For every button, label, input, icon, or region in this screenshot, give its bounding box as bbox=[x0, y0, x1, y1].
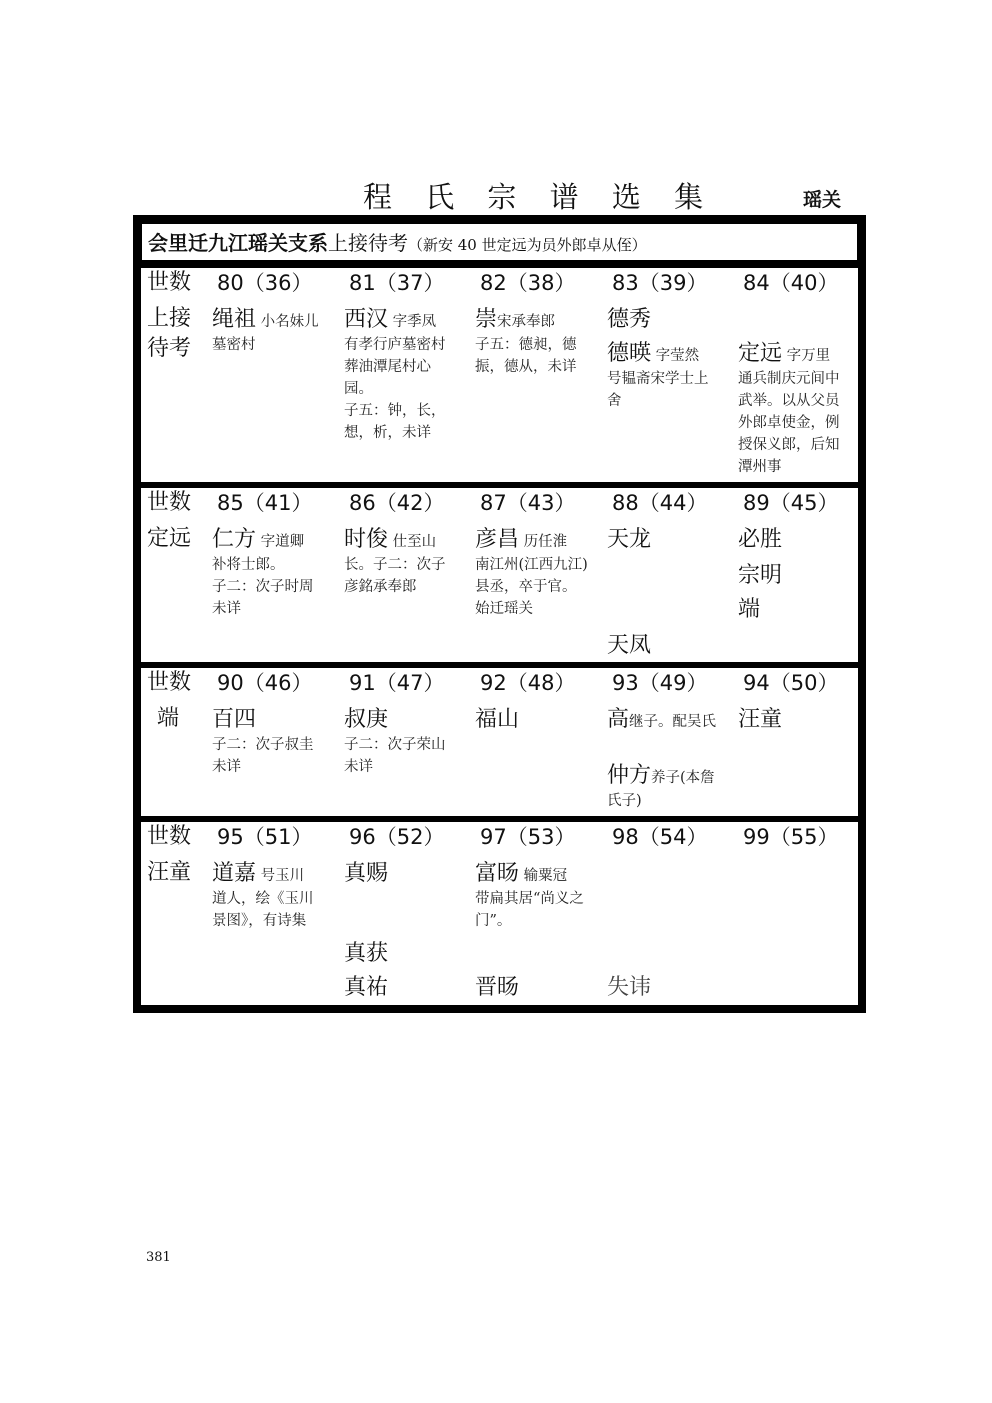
empty-cell bbox=[730, 304, 858, 336]
person-name: 晋旸 bbox=[475, 975, 520, 1000]
gen-header: 87（43） bbox=[467, 488, 597, 522]
person-inline-note: 历任淮 bbox=[523, 534, 568, 550]
label-head: 世数 bbox=[141, 822, 202, 856]
person-name: 叔庚 bbox=[344, 707, 389, 732]
gen-header: 85（41） bbox=[204, 488, 334, 522]
gen-header: 89（45） bbox=[730, 488, 858, 522]
person-inline-note: 号玉川 bbox=[260, 868, 305, 884]
generation-block-3 bbox=[141, 668, 858, 816]
person-name: 宗明 bbox=[738, 563, 783, 588]
person-cell bbox=[730, 524, 858, 558]
person-note: 子二：次子叔圭未详 bbox=[212, 737, 314, 775]
empty-cell bbox=[730, 630, 858, 662]
person-cell bbox=[336, 938, 465, 970]
person-note: 墓密村 bbox=[212, 337, 256, 353]
branch-title: 会里迁九江瑶关支系 bbox=[148, 231, 328, 255]
person-name: 仲方 bbox=[607, 763, 652, 788]
person-name: 端 bbox=[738, 597, 761, 622]
generation-block-4 bbox=[141, 822, 858, 1005]
block-label: 定远 bbox=[141, 524, 202, 662]
gen-header: 92（48） bbox=[467, 668, 597, 702]
person-cell bbox=[336, 972, 465, 1005]
person-name: 德秀 bbox=[607, 307, 652, 332]
person-name: 时俊 bbox=[344, 527, 389, 552]
empty-cell bbox=[599, 858, 728, 936]
person-cell bbox=[336, 524, 465, 662]
person-name: 真赐 bbox=[344, 861, 389, 886]
branch-banner bbox=[141, 223, 858, 261]
person-cell bbox=[467, 304, 597, 482]
person-cell bbox=[599, 338, 728, 482]
person-inline-note: 仕至山 bbox=[392, 534, 437, 550]
person-cell bbox=[599, 704, 728, 758]
block-label: 汪童 bbox=[141, 858, 202, 1005]
person-name: 高 bbox=[607, 707, 630, 732]
person-inline-note: 字万里 bbox=[786, 348, 831, 364]
person-cell bbox=[730, 594, 858, 628]
gen-header: 91（47） bbox=[336, 668, 465, 702]
gen-header: 95（51） bbox=[204, 822, 334, 856]
person-name: 真祐 bbox=[344, 975, 389, 1000]
person-note: 长。子二：次子彦銘承奉郎 bbox=[344, 557, 446, 595]
person-inline-note: 小名妹儿 bbox=[260, 314, 319, 330]
gen-header: 90（46） bbox=[204, 668, 334, 702]
gen-header: 93（49） bbox=[599, 668, 728, 702]
person-name: 道嘉 bbox=[212, 861, 257, 886]
generation-block-2 bbox=[141, 488, 858, 662]
person-note: 有孝行庐墓密村葬油潭尾村心园。 子五：钟，长，想，析，未详 bbox=[344, 337, 446, 441]
person-name: 绳祖 bbox=[212, 307, 257, 332]
empty-cell bbox=[730, 858, 858, 936]
person-name: 彦昌 bbox=[475, 527, 520, 552]
person-name: 真获 bbox=[344, 941, 389, 966]
person-note: 带扁其居“尚义之门”。 bbox=[475, 891, 584, 929]
person-inline-note: 继子。配吴氏 bbox=[629, 714, 717, 730]
person-note: 子二：次子荣山未详 bbox=[344, 737, 446, 775]
person-name: 福山 bbox=[475, 707, 520, 732]
person-cell bbox=[599, 630, 728, 662]
person-inline-note: 宋承奉郎 bbox=[497, 314, 556, 330]
person-cell bbox=[467, 858, 597, 936]
person-name: 失讳 bbox=[607, 975, 652, 1000]
person-inline-note: 字季凤 bbox=[392, 314, 437, 330]
person-name: 必胜 bbox=[738, 527, 783, 552]
person-name: 定远 bbox=[738, 341, 783, 366]
gen-header: 88（44） bbox=[599, 488, 728, 522]
person-note: 南江州(江西九江)县丞，卒于官。 始迁瑶关 bbox=[475, 557, 588, 617]
person-name: 富旸 bbox=[475, 861, 520, 886]
person-inline-note: 输粟冠 bbox=[523, 868, 568, 884]
person-name: 汪童 bbox=[738, 707, 783, 732]
label-head: 世数 bbox=[141, 488, 202, 522]
gen-header: 82（38） bbox=[467, 268, 597, 302]
person-name: 天龙 bbox=[607, 527, 652, 552]
page-title: 程 氏 宗 谱 选 集 bbox=[363, 180, 716, 214]
person-name: 崇 bbox=[475, 307, 498, 332]
person-name: 百四 bbox=[212, 707, 257, 732]
gen-header: 99（55） bbox=[730, 822, 858, 856]
person-cell bbox=[204, 524, 334, 662]
empty-cell bbox=[730, 938, 858, 970]
person-cell bbox=[467, 704, 597, 816]
person-inline-note: 字道卿 bbox=[260, 534, 305, 550]
person-cell bbox=[599, 304, 728, 336]
gen-header: 96（52） bbox=[336, 822, 465, 856]
person-cell bbox=[730, 338, 858, 482]
gen-header: 80（36） bbox=[204, 268, 334, 302]
person-note: 号韫斋宋学士上舍 bbox=[607, 371, 709, 409]
person-cell bbox=[204, 704, 334, 816]
person-cell bbox=[336, 304, 465, 482]
gen-header: 83（39） bbox=[599, 268, 728, 302]
person-cell bbox=[336, 704, 465, 816]
person-cell bbox=[730, 704, 858, 758]
empty-cell bbox=[467, 938, 597, 970]
person-cell bbox=[599, 760, 728, 816]
person-cell bbox=[599, 524, 728, 628]
gen-header: 94（50） bbox=[730, 668, 858, 702]
gen-header: 84（40） bbox=[730, 268, 858, 302]
person-note: 道人，绘《玉川景图》，有诗集 bbox=[212, 891, 314, 929]
person-cell bbox=[730, 560, 858, 592]
block-label: 端 bbox=[141, 704, 202, 816]
person-name: 天凤 bbox=[607, 633, 652, 658]
place-label: 瑶关 bbox=[803, 189, 842, 211]
gen-header: 98（54） bbox=[599, 822, 728, 856]
branch-sub: 上接待考 bbox=[328, 231, 408, 255]
person-note: 补将士郎。 子二：次子时周未详 bbox=[212, 557, 314, 617]
person-cell bbox=[204, 858, 334, 1005]
person-note: 通兵制庆元间中武举。以从父员外郎卓使金，例授保义郎，后知潭州事 bbox=[738, 371, 840, 475]
label-head: 世数 bbox=[141, 668, 202, 702]
person-cell bbox=[467, 524, 597, 662]
gen-header: 86（42） bbox=[336, 488, 465, 522]
person-cell bbox=[599, 972, 728, 1005]
person-cell bbox=[336, 858, 465, 936]
person-name: 西汉 bbox=[344, 307, 389, 332]
gen-header: 97（53） bbox=[467, 822, 597, 856]
person-name: 仁方 bbox=[212, 527, 257, 552]
branch-note: （新安 40 世定远为员外郎卓从侄） bbox=[408, 236, 647, 254]
block-label: 上接 待考 bbox=[141, 304, 202, 482]
person-note: 子五：德昶，德振，德从，未详 bbox=[475, 337, 577, 375]
person-inline-note: 字莹然 bbox=[655, 348, 700, 364]
person-name: 德暎 bbox=[607, 341, 652, 366]
empty-cell bbox=[730, 760, 858, 816]
person-inline-note: 养子(本詹氏子) bbox=[607, 770, 715, 809]
person-cell bbox=[467, 972, 597, 1005]
empty-cell bbox=[730, 972, 858, 1005]
empty-cell bbox=[599, 938, 728, 970]
generation-block-1 bbox=[141, 268, 858, 482]
label-head: 世数 bbox=[141, 268, 202, 302]
page-number: 381 bbox=[146, 1250, 171, 1265]
person-cell bbox=[204, 304, 334, 482]
gen-header: 81（37） bbox=[336, 268, 465, 302]
